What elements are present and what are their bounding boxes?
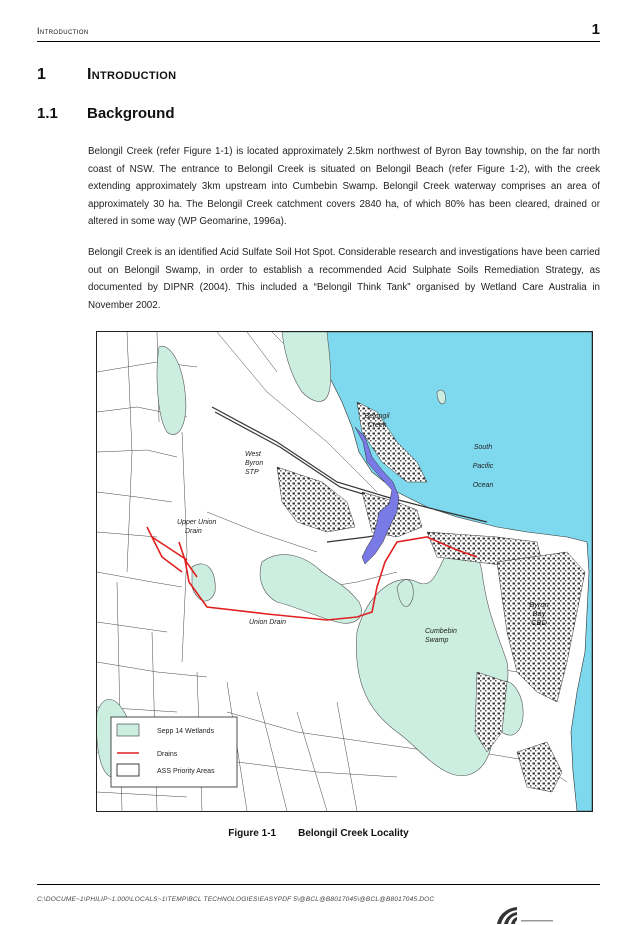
section-number: 1.1 [37, 105, 58, 122]
paragraph-2: Belongil Creek is an identified Acid Sulfate Soil Hot Spot. Considerable research and investigations have been carried out on Belongil Swamp, in order to establish a recommended Acid Sulphate Soils Remediation Strategy, as documented by DIPNR (2004). This included a “Belongil Think Tank” organised by Wetland Care Australia in November 2002. [88, 247, 600, 311]
legend-swatch-ass [117, 764, 139, 776]
chapter-title: Introduction [87, 66, 177, 83]
label-upper-union-drain: Upper Union Drain [177, 519, 217, 535]
legend-swatch-wetlands [117, 724, 139, 736]
section-heading [37, 105, 175, 122]
header-rule [37, 41, 600, 42]
locality-map [96, 331, 593, 812]
label-west-byron-stp: West Byron STP [245, 451, 264, 476]
chapter-heading [37, 66, 176, 84]
locality-map-graphic [97, 332, 592, 811]
legend-label-wetlands: Sepp 14 Wetlands [157, 728, 215, 735]
legend-label-ass: ASS Priority Areas [157, 768, 215, 775]
label-cumbebin-swamp: Cumbebin Swamp [425, 628, 457, 644]
section-title: Background [87, 105, 175, 122]
company-logo-icon [495, 904, 555, 925]
figure-title: Belongil Creek Locality [298, 828, 409, 839]
label-union-drain: Union Drain [249, 619, 286, 626]
chapter-number: 1 [37, 66, 46, 83]
footer-rule [37, 884, 600, 885]
label-belongil-creek: Belongil Creek [364, 413, 390, 429]
figure-caption [0, 828, 637, 839]
legend-label-drains: Drains [157, 751, 178, 758]
figure-label: Figure 1-1 [228, 828, 277, 839]
header-page-number: 1 [591, 21, 600, 38]
paragraph-1: Belongil Creek (refer Figure 1-1) is located approximately 2.5km northwest of Byron Bay township, on the far north coast of NSW. The entrance to Belongil Creek is situated on Belongil Beach (refer Figure 1-2), with the creek extending approximately 3km upstream into Cumbebin Swamp. Belongil Creek waterway comprises an area of approximately 30 ha. The Belongil Creek catchment covers 2840 ha, of which 80% has been cleared, drained or altered in some way (WP Geomarine, 1996a). [88, 146, 600, 227]
footer-file-path: C:\DOCUME~1\PHILIP~1.000\LOCALS~1\TEMP\BCL TECHNOLOGIES\EASYPDF 5\@BCL@B8017045\@BCL@B8017045.DOC [37, 896, 435, 903]
label-byron-bay-cbd: Byron Bay CBD [529, 600, 549, 627]
map-legend [111, 717, 237, 787]
header-section-title: Introduction [37, 26, 89, 36]
label-south-pacific-ocean: South Pacific Ocean [472, 444, 494, 489]
